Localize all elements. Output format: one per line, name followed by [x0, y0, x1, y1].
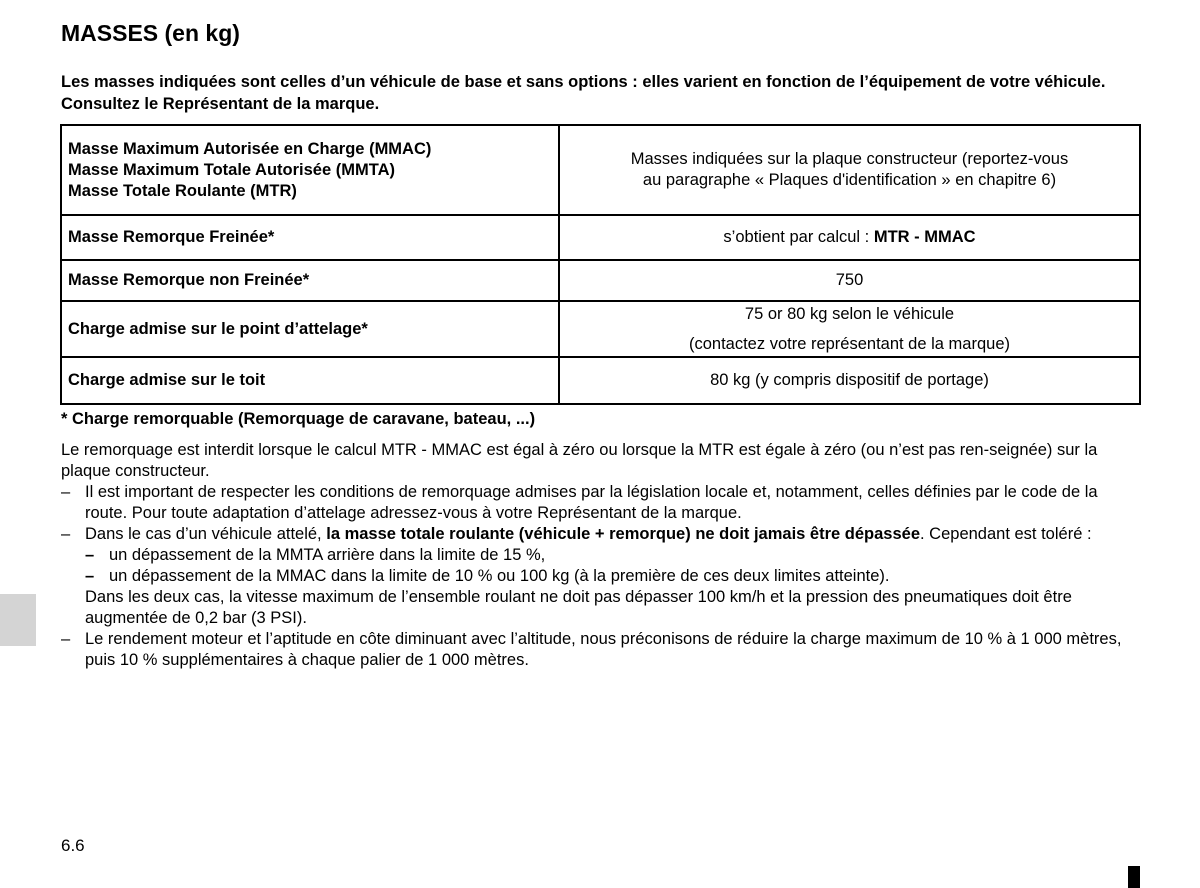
label-mtr: Masse Totale Roulante (MTR) — [68, 181, 297, 200]
sub-list-item — [61, 545, 1136, 566]
row-label: Charge admise sur le point d’attelage* — [61, 301, 559, 357]
row-label: Masse Remorque non Freinée* — [61, 260, 559, 301]
value-line: au paragraphe « Plaques d'identification » en chapitre 6) — [642, 171, 1057, 189]
list-item-emphasis: la masse totale roulante (véhicule + remorque) ne doit jamais être dépassée — [326, 525, 921, 543]
paragraph: Le remorquage est interdit lorsque le calcul MTR - MMAC est égal à zéro ou lorsque la MTR est égale à zéro (ou n’est pas ren-seignée) sur la plaque constructeur. — [61, 441, 1098, 480]
table-row — [61, 125, 1140, 215]
list-item — [61, 524, 1136, 545]
value-formula: MTR - MMAC — [873, 228, 976, 246]
sub-item-text: un dépassement de la MMAC dans la limite de 10 % ou 100 kg (à la première de ces deux limites atteinte). — [109, 567, 890, 585]
row-value — [559, 301, 1140, 357]
table-row — [61, 357, 1140, 404]
row-label: Masse Remorque Freinée* — [61, 215, 559, 260]
row-label: Charge admise sur le toit — [61, 357, 559, 404]
table-row — [61, 260, 1140, 301]
list-item — [61, 629, 1136, 671]
footnote: * Charge remorquable (Remorquage de caravane, bateau, ...) — [61, 410, 536, 428]
value-prefix: s’obtient par calcul : — [723, 228, 874, 246]
dash-bullet: – — [85, 567, 95, 585]
dash-bullet: – — [61, 525, 71, 543]
sub-list-item — [61, 566, 1136, 587]
page-number: 6.6 — [61, 836, 85, 855]
list-item-text: Dans le cas d’un véhicule attelé, — [85, 525, 327, 543]
label-mmta: Masse Maximum Totale Autorisée (MMTA) — [68, 160, 395, 179]
row-value — [559, 125, 1140, 215]
row-value — [559, 215, 1140, 260]
list-item — [61, 482, 1136, 524]
row-label — [61, 125, 559, 215]
list-item-text: . Cependant est toléré : — [920, 525, 1092, 543]
dash-bullet: – — [61, 630, 71, 648]
list-item-continuation: Dans les deux cas, la vitesse maximum de l’ensemble roulant ne doit pas dépasser 100 km/h et la pression des pneumatiques doit être augmentée de 0,2 bar (3 PSI). — [85, 588, 1072, 627]
dash-bullet: – — [61, 483, 71, 501]
row-value: 80 kg (y compris dispositif de portage) — [559, 357, 1140, 404]
chapter-tab — [0, 594, 36, 646]
value-line: Masses indiquées sur la plaque constructeur (reportez-vous — [630, 150, 1069, 168]
masses-table — [60, 124, 1141, 405]
list-item-text: Le rendement moteur et l’aptitude en côte diminuant avec l’altitude, nous préconisons de réduire la charge maximum de 10 % à 1 000 mètres, puis 10 % supplémentaires à chaque palier de 1 000 mètres. — [85, 630, 1122, 669]
intro-text: Les masses indiquées sont celles d’un véhicule de base et sans options : elles varient en fonction de l’équipement de votre véhicule. Consultez le Représentant de la marque. — [61, 73, 1106, 113]
label-mmac: Masse Maximum Autorisée en Charge (MMAC) — [68, 139, 432, 158]
dash-bullet: – — [85, 546, 95, 564]
list-item-text: Il est important de respecter les conditions de remorquage admises par la législation locale et, notamment, celles définies par le code de la route. Pour toute adaptation d’attelage adressez-vous à votre Représentant de la marque. — [85, 483, 1098, 522]
body-text — [61, 440, 1136, 671]
table-row — [61, 301, 1140, 357]
table-row — [61, 215, 1140, 260]
sub-item-text: un dépassement de la MMTA arrière dans la limite de 15 %, — [109, 546, 546, 564]
page-title: MASSES (en kg) — [61, 20, 240, 46]
row-value: 750 — [559, 260, 1140, 301]
value-line: (contactez votre représentant de la marque) — [688, 334, 1010, 353]
value-line: 75 or 80 kg selon le véhicule — [744, 304, 955, 323]
corner-mark — [1128, 866, 1140, 888]
